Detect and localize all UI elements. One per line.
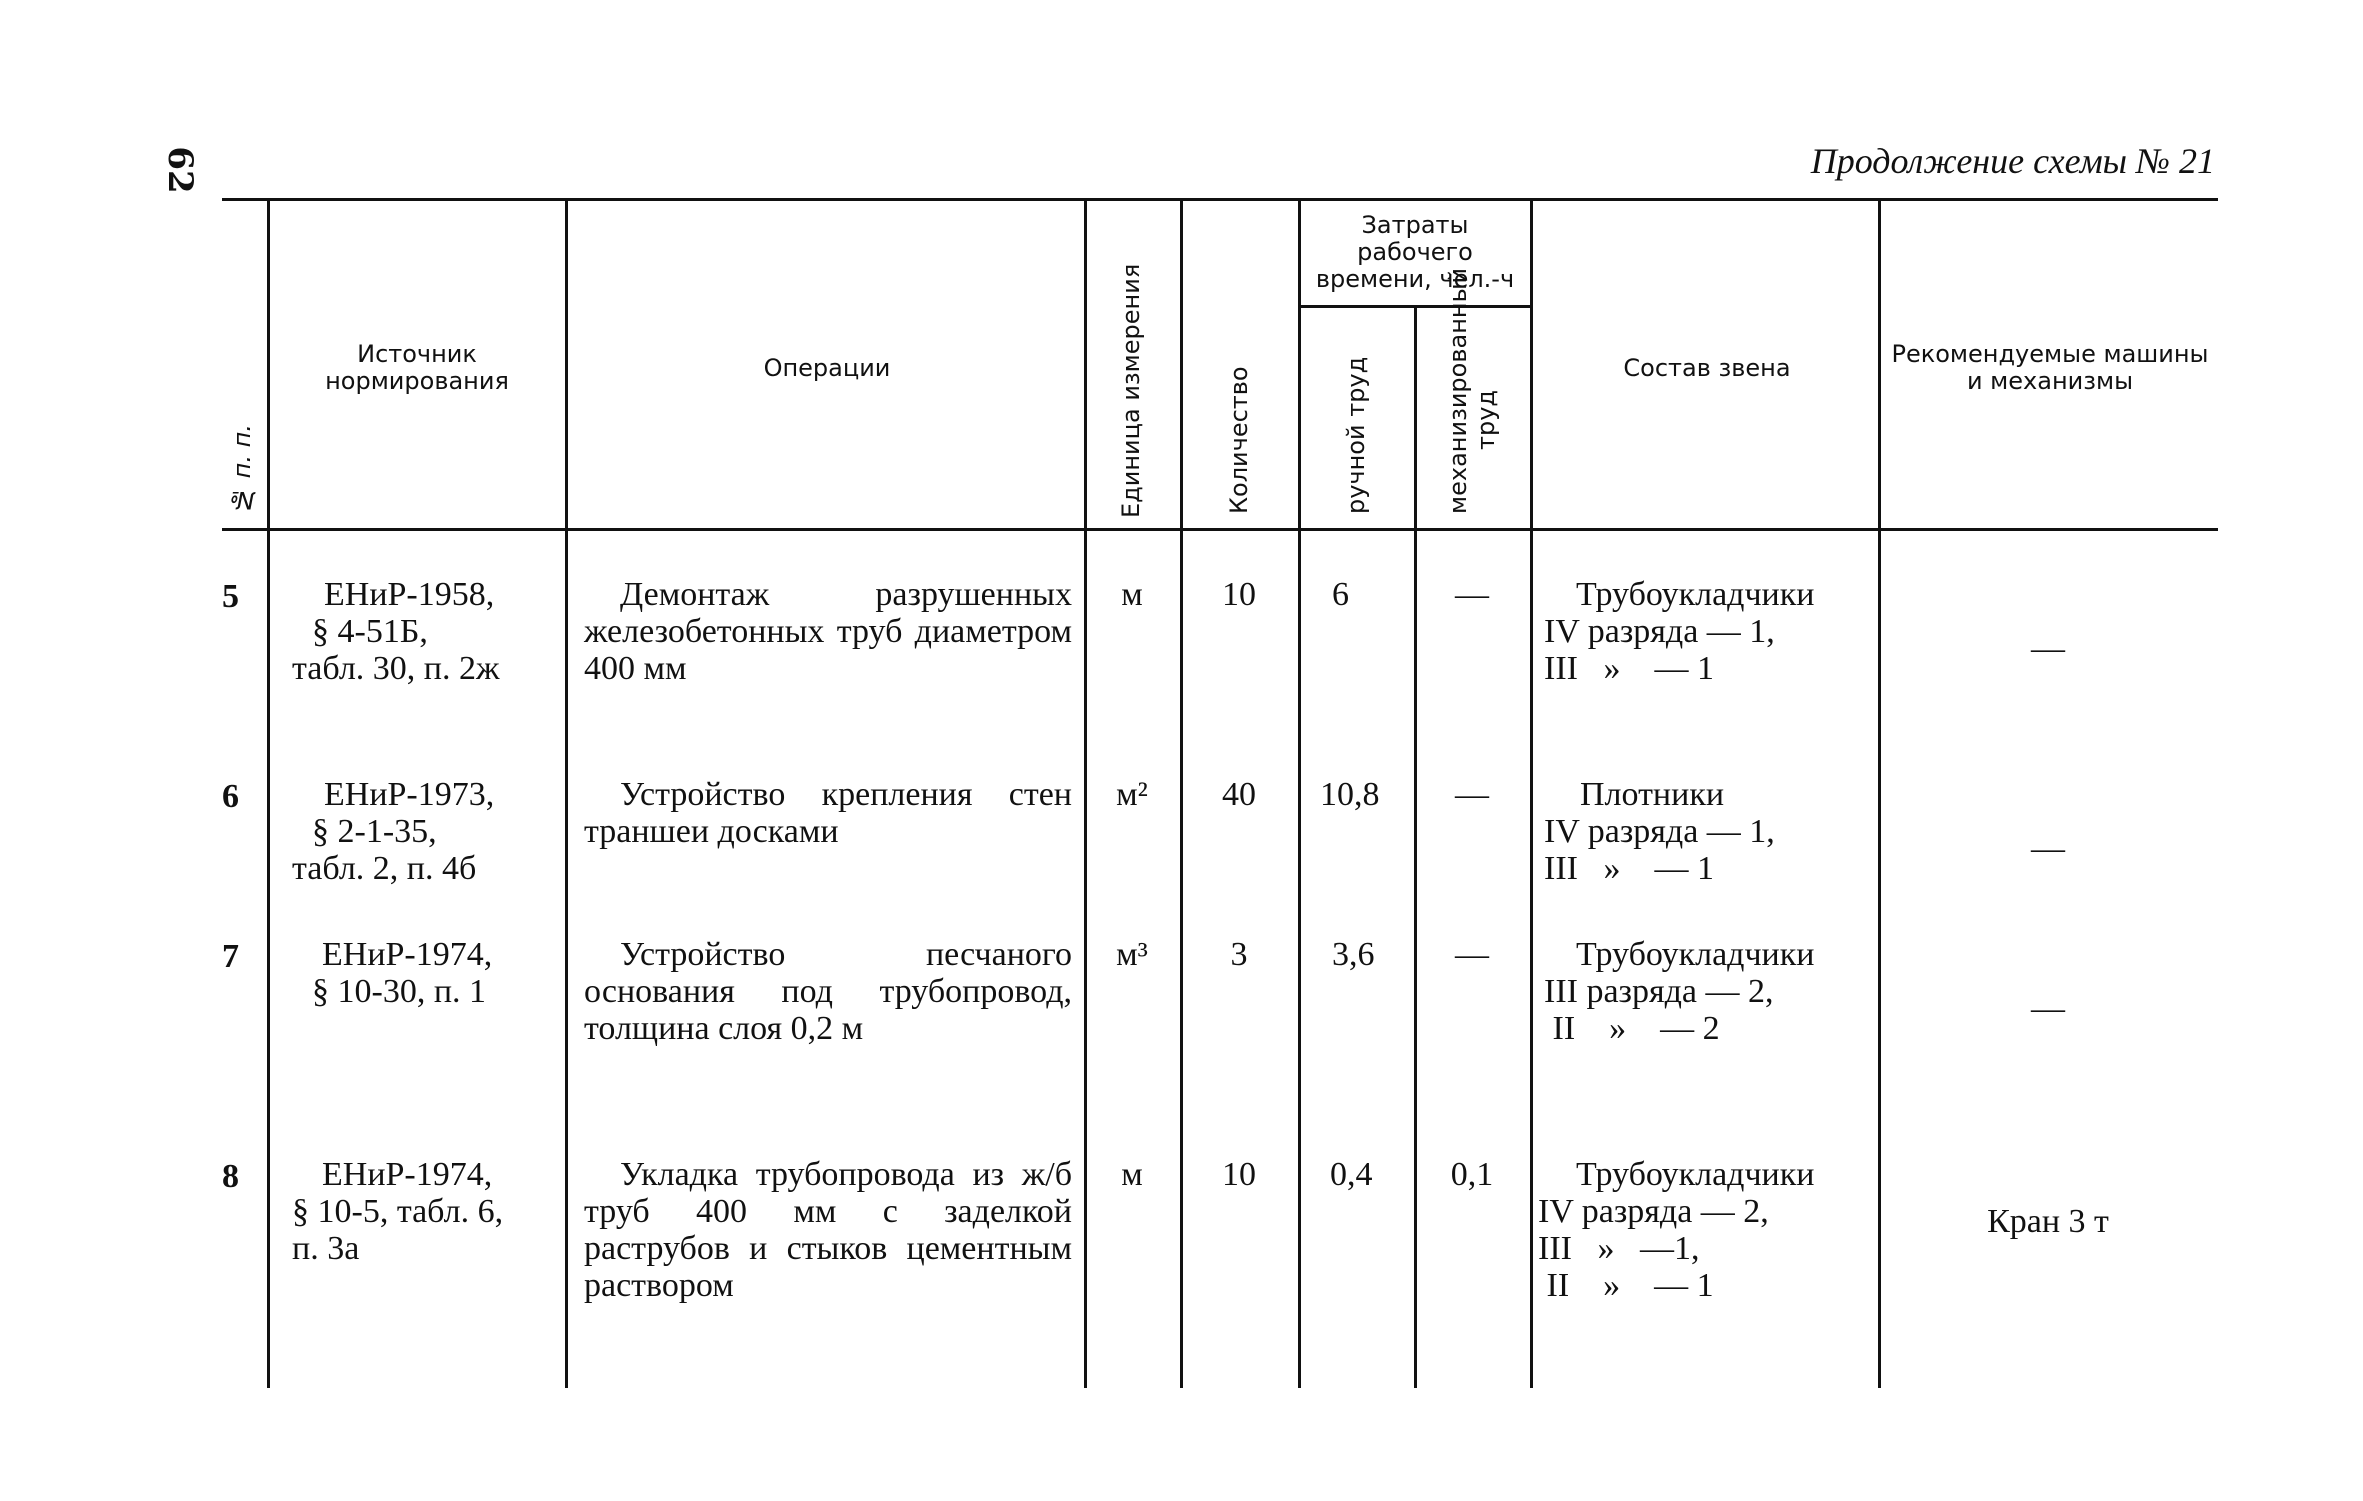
crew-line: III » —1,	[1538, 1230, 1700, 1267]
row-8-quantity: 10	[1222, 1156, 1256, 1193]
running-head: Продолжение схемы № 21	[1810, 141, 2215, 181]
source-line: § 10-5, табл. 6,	[292, 1193, 504, 1230]
row-8-source	[292, 1156, 562, 1267]
source-line: § 10-30, п. 1	[312, 973, 487, 1010]
row-6-manual: 10,8	[1320, 776, 1380, 813]
row-8-unit: м	[1121, 1156, 1143, 1193]
row-5-unit: м	[1121, 576, 1143, 613]
norms-table	[222, 198, 2218, 1388]
crew-line: Трубоукладчики	[1576, 1156, 1815, 1193]
header-machines: Рекомендуемые машины и механизмы	[1891, 340, 2209, 395]
row-5-operation: Демонтаж разрушенных железобетонных труб диаметром 400 мм	[584, 576, 1072, 687]
row-8-manual: 0,4	[1330, 1156, 1373, 1193]
row-8-machines: Кран 3 т	[1987, 1203, 2109, 1240]
crew-line: III разряда — 2,	[1544, 973, 1774, 1010]
crew-line: III » — 1	[1544, 850, 1714, 887]
row-6-quantity: 40	[1222, 776, 1256, 813]
row-8-operation: Укладка трубопровода из ж/б труб 400 мм с заделкой раструбов и стыков цементным раствором	[584, 1156, 1072, 1304]
row-7-mechanized: —	[1455, 936, 1489, 973]
crew-line: Плотники	[1580, 776, 1725, 813]
source-line: табл. 30, п. 2ж	[292, 650, 500, 687]
header-labor-group: Затраты рабочего времени, чел.-ч	[1315, 210, 1515, 293]
row-5-quantity: 10	[1222, 576, 1256, 613]
header-no: № п. п.	[228, 424, 256, 514]
row-6-mechanized: —	[1455, 776, 1489, 813]
row-5-mechanized: —	[1455, 576, 1489, 613]
row-6-crew	[1544, 776, 1874, 887]
row-6-operation: Устройство крепления стен траншеи досками	[584, 776, 1072, 850]
crew-line: II » — 1	[1538, 1267, 1714, 1304]
page-number: 62	[160, 146, 200, 194]
source-line: § 4-51Б,	[312, 613, 428, 650]
crew-line: II » — 2	[1544, 1010, 1720, 1047]
row-8-no: 8	[222, 1158, 239, 1195]
col-rule-2	[565, 198, 568, 1388]
crew-line: Трубоукладчики	[1576, 936, 1815, 973]
header-crew: Состав звена	[1623, 353, 1791, 382]
table-top-rule	[222, 198, 2218, 201]
row-6-unit: м²	[1116, 776, 1148, 813]
col-rule-7	[1530, 198, 1533, 1388]
source-line: § 2-1-35,	[312, 813, 437, 850]
header-source: Источник нормирования	[325, 340, 509, 395]
col-rule-6	[1414, 305, 1417, 1388]
source-line: п. 3а	[292, 1230, 360, 1267]
source-line: табл. 2, п. 4б	[292, 850, 477, 887]
source-line: ЕНиР-1958,	[324, 576, 495, 613]
row-7-unit: м³	[1116, 936, 1148, 973]
row-7-machines: —	[2031, 990, 2065, 1027]
header-mechanized: механизированный труд	[1444, 267, 1500, 514]
row-6-machines: —	[2031, 830, 2065, 867]
header-operations: Операции	[763, 353, 891, 382]
col-rule-5	[1298, 198, 1301, 1388]
header-bottom-rule	[222, 528, 2218, 531]
header-unit: Единица измерения	[1117, 263, 1145, 518]
col-rule-1	[267, 198, 270, 1388]
row-5-crew	[1544, 576, 1874, 687]
row-7-quantity: 3	[1230, 936, 1248, 973]
crew-line: III » — 1	[1544, 650, 1714, 687]
crew-line: IV разряда — 1,	[1544, 813, 1775, 850]
source-line: ЕНиР-1973,	[324, 776, 495, 813]
row-7-manual: 3,6	[1332, 936, 1375, 973]
crew-line: IV разряда — 2,	[1538, 1193, 1769, 1230]
row-5-no: 5	[222, 578, 239, 615]
header-quantity: Количество	[1225, 366, 1253, 514]
row-6-no: 6	[222, 778, 239, 815]
header-manual: ручной труд	[1342, 356, 1370, 514]
source-line: ЕНиР-1974,	[322, 936, 493, 973]
source-line: ЕНиР-1974,	[322, 1156, 493, 1193]
row-5-manual: 6	[1332, 576, 1349, 613]
row-6-source	[292, 776, 562, 887]
row-5-machines: —	[2031, 630, 2065, 667]
row-5-source	[292, 576, 562, 687]
crew-line: IV разряда — 1,	[1544, 613, 1775, 650]
row-7-operation: Устройство песчаного основания под трубопровод, толщина слоя 0,2 м	[584, 936, 1072, 1047]
row-7-crew	[1544, 936, 1874, 1047]
row-8-mechanized: 0,1	[1450, 1156, 1494, 1193]
row-7-source	[292, 936, 562, 1010]
row-7-no: 7	[222, 938, 239, 975]
crew-line: Трубоукладчики	[1576, 576, 1815, 613]
row-8-crew	[1538, 1156, 1874, 1304]
